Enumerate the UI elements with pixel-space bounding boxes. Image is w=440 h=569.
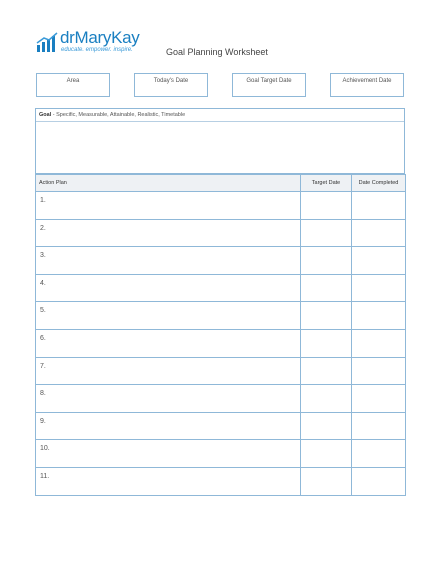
action-cell[interactable]: 3.: [36, 247, 301, 275]
target-date-cell[interactable]: [301, 192, 352, 220]
action-cell[interactable]: 11.: [36, 467, 301, 495]
achievement-date-label: Achievement Date: [342, 78, 392, 84]
target-date-cell[interactable]: [301, 302, 352, 330]
date-completed-cell[interactable]: [352, 274, 406, 302]
date-completed-cell[interactable]: [352, 247, 406, 275]
brand-tagline: educate. empower. inspire.: [61, 47, 133, 53]
todays-date-field[interactable]: [134, 73, 208, 97]
target-date-cell[interactable]: [301, 385, 352, 413]
date-completed-cell[interactable]: [352, 440, 406, 468]
column-header-date-completed: Date Completed: [352, 175, 406, 192]
target-date-cell[interactable]: [301, 247, 352, 275]
table-row: [36, 385, 406, 413]
goal-header: [36, 109, 404, 122]
action-cell[interactable]: 10.: [36, 440, 301, 468]
goal-section: [35, 108, 405, 174]
goal-hint: - Specific, Measurable, Attainable, Realistic, Timetable: [51, 112, 186, 118]
brand-name: drMaryKay: [60, 28, 140, 47]
table-row: [36, 329, 406, 357]
action-cell[interactable]: 9.: [36, 412, 301, 440]
brand-logo: [36, 30, 146, 60]
action-cell[interactable]: 6.: [36, 329, 301, 357]
target-date-cell[interactable]: [301, 467, 352, 495]
date-completed-cell[interactable]: [352, 467, 406, 495]
date-completed-cell[interactable]: [352, 357, 406, 385]
table-row: [36, 440, 406, 468]
area-label: Area: [66, 78, 80, 84]
table-row: [36, 219, 406, 247]
table-header-row: [36, 175, 406, 192]
bar-chart-logo-icon: [36, 32, 58, 54]
action-cell[interactable]: 5.: [36, 302, 301, 330]
table-row: [36, 247, 406, 275]
column-header-action-plan: Action Plan: [36, 175, 301, 192]
achievement-date-field[interactable]: [330, 73, 404, 97]
target-date-cell[interactable]: [301, 329, 352, 357]
date-completed-cell[interactable]: [352, 192, 406, 220]
table-row: [36, 412, 406, 440]
page-title: Goal Planning Worksheet: [166, 47, 268, 57]
target-date-cell[interactable]: [301, 219, 352, 247]
date-completed-cell[interactable]: [352, 329, 406, 357]
date-completed-cell[interactable]: [352, 302, 406, 330]
action-plan-table: [35, 174, 406, 496]
date-completed-cell[interactable]: [352, 219, 406, 247]
table-row: [36, 357, 406, 385]
action-cell[interactable]: 8.: [36, 385, 301, 413]
goal-input-area[interactable]: [36, 122, 404, 174]
area-field[interactable]: [36, 73, 110, 97]
goal-target-date-label: Goal Target Date: [246, 78, 292, 84]
column-header-target-date: Target Date: [301, 175, 352, 192]
table-row: [36, 192, 406, 220]
table-row: [36, 302, 406, 330]
date-completed-cell[interactable]: [352, 385, 406, 413]
table-row: [36, 274, 406, 302]
todays-date-label: Today's Date: [153, 78, 189, 84]
target-date-cell[interactable]: [301, 274, 352, 302]
action-cell[interactable]: 1.: [36, 192, 301, 220]
target-date-cell[interactable]: [301, 440, 352, 468]
target-date-cell[interactable]: [301, 412, 352, 440]
action-cell[interactable]: 2.: [36, 219, 301, 247]
target-date-cell[interactable]: [301, 357, 352, 385]
table-row: [36, 467, 406, 495]
goal-target-date-field[interactable]: [232, 73, 306, 97]
action-cell[interactable]: 4.: [36, 274, 301, 302]
date-completed-cell[interactable]: [352, 412, 406, 440]
goal-label: Goal: [39, 112, 52, 118]
action-cell[interactable]: 7.: [36, 357, 301, 385]
